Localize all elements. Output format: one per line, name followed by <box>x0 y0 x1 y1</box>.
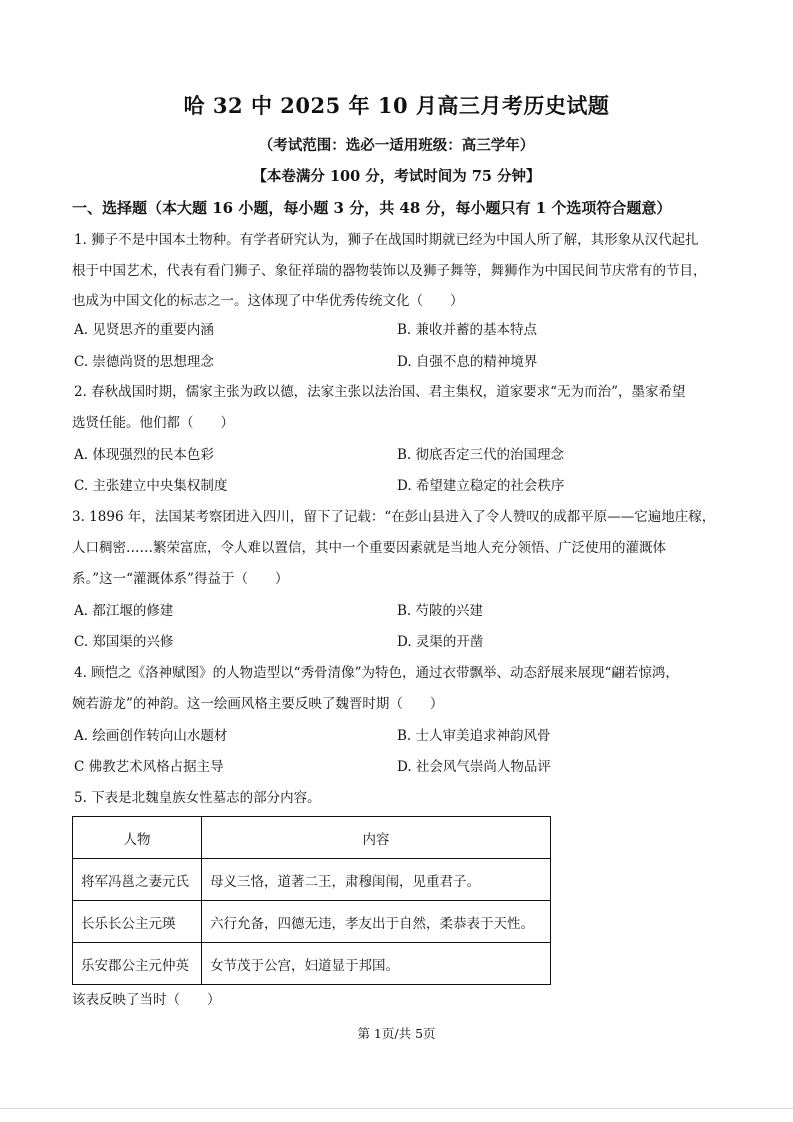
table-cell-content: 六行允备，四德无违，孝友出于自然，柔恭表于天性。 <box>202 901 551 943</box>
q2-option-a[interactable]: A. 体现强烈的民本色彩 <box>74 447 214 463</box>
epitaph-table <box>72 816 551 985</box>
q2-option-c[interactable]: C. 主张建立中央集权制度 <box>74 478 228 494</box>
q2-option-b[interactable]: B. 彻底否定三代的治国理念 <box>397 447 565 463</box>
q4-line-2: 婉若游龙”的神韵。这一绘画风格主要反映了魏晋时期（ ） <box>72 696 444 712</box>
table-cell-content: 母义三恪，道著二王，肃穆闺闱，见重君子。 <box>202 859 551 901</box>
q4-option-a[interactable]: A. 绘画创作转向山水题材 <box>74 728 228 744</box>
exam-title: 哈 32 中 2025 年 10 月高三月考历史试题 <box>183 93 610 118</box>
page-number: 第 1页/共 5页 <box>357 1026 436 1041</box>
q3-option-d[interactable]: D. 灵渠的开凿 <box>397 634 484 650</box>
q1-option-b[interactable]: B. 兼收并蓄的基本特点 <box>397 322 538 338</box>
q3-line-1: 3. 1896 年，法国某考察团进入四川，留下了记载：“在彭山县进入了令人赞叹的成都平原——它遍地庄稼， <box>72 509 716 525</box>
table-header-content: 内容 <box>202 817 551 859</box>
table-cell-person: 将军冯邕之妻元氏 <box>73 859 202 901</box>
table-row <box>73 859 551 901</box>
exam-scope: （考试范围：选必一适用班级：高三学年） <box>258 137 535 154</box>
q4-line-1: 4. 顾恺之《洛神赋图》的人物造型以“秀骨清像”为特色，通过衣带飘举、动态舒展来展现“翩若惊鸿， <box>74 665 679 681</box>
q1-option-d[interactable]: D. 自强不息的精神境界 <box>397 354 538 370</box>
q1-line-2: 根于中国艺术，代表有看门狮子、象征祥瑞的器物装饰以及狮子舞等，舞狮作为中国民间节庆常有的节目， <box>72 263 707 279</box>
q4-option-b[interactable]: B. 士人审美追求神韵风骨 <box>397 728 551 744</box>
page-divider <box>0 1108 793 1109</box>
table-cell-content: 女节茂于公宫，妇道显于邦国。 <box>202 943 551 985</box>
q3-line-2: 人口稠密……繁荣富庶，令人难以置信，其中一个重要因素就是当地人充分领悟、广泛使用的灌溉体 <box>72 540 666 556</box>
table-row <box>73 901 551 943</box>
q2-line-1: 2. 春秋战国时期，儒家主张为政以德，法家主张以法治国、君主集权，道家要求“无为而治”，墨家希望 <box>74 384 686 400</box>
q1-line-1: 1. 狮子不是中国本土物种。有学者研究认为，狮子在战国时期就已经为中国人所了解，其形象从汉代起扎 <box>74 232 699 248</box>
table-header-person: 人物 <box>73 817 202 859</box>
q1-option-c[interactable]: C. 崇德尚贤的思想理念 <box>74 354 214 370</box>
q5-line-1: 5. 下表是北魏皇族女性墓志的部分内容。 <box>74 790 321 806</box>
q3-option-a[interactable]: A. 都江堰的修建 <box>74 603 174 619</box>
q1-line-3: 也成为中国文化的标志之一。这体现了中华优秀传统文化（ ） <box>72 293 464 309</box>
section-heading: 一、选择题（本大题 16 小题，每小题 3 分，共 48 分，每小题只有 1 个选项符合题意） <box>72 199 672 217</box>
table-cell-person: 长乐长公主元瑛 <box>73 901 202 943</box>
q1-option-a[interactable]: A. 见贤思齐的重要内涵 <box>74 322 214 338</box>
q4-option-d[interactable]: D. 社会风气崇尚人物品评 <box>397 759 551 775</box>
table-header-row <box>73 817 551 859</box>
q3-line-3: 系。”这一“灌溉体系”得益于（ ） <box>72 571 289 587</box>
q5-stem-continuation: 该表反映了当时（ ） <box>72 992 221 1008</box>
q2-line-2: 选贤任能。他们都（ ） <box>72 415 234 431</box>
table-row <box>73 943 551 985</box>
q4-option-c[interactable]: C 佛教艺术风格占据主导 <box>74 759 224 775</box>
q3-option-c[interactable]: C. 郑国渠的兴修 <box>74 634 174 650</box>
q2-option-d[interactable]: D. 希望建立稳定的社会秩序 <box>397 478 565 494</box>
exam-info: 【本卷满分 100 分，考试时间为 75 分钟】 <box>252 168 541 185</box>
q3-option-b[interactable]: B. 芍陂的兴建 <box>397 603 484 619</box>
table-cell-person: 乐安郡公主元仲英 <box>73 943 202 985</box>
